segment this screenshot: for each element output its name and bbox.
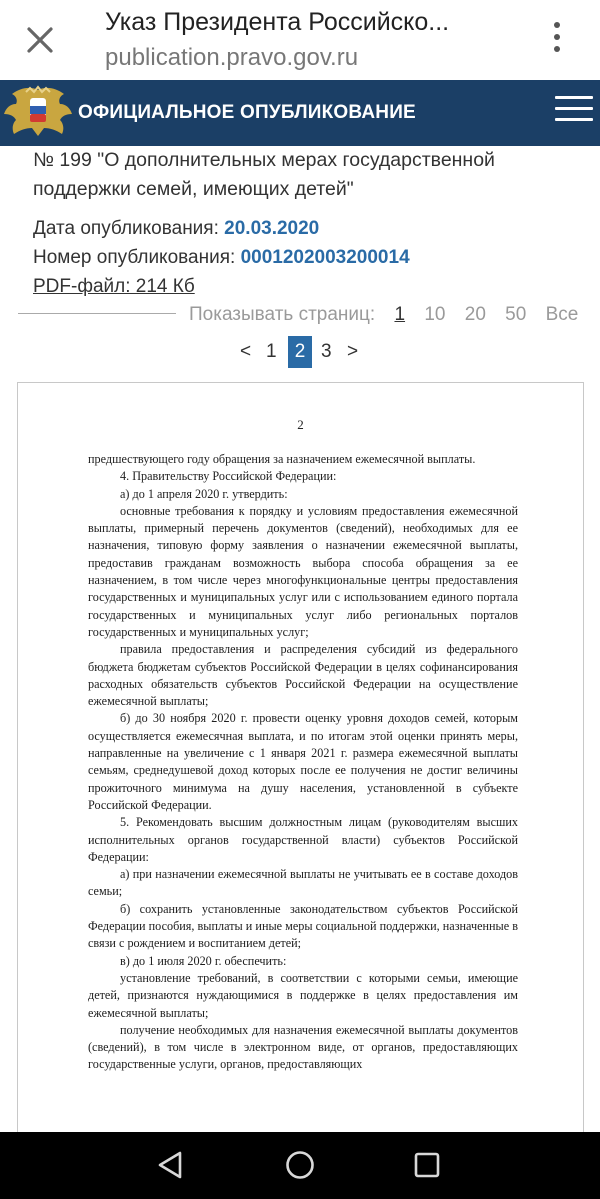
browser-url[interactable]: publication.pravo.gov.ru (105, 44, 359, 71)
site-title[interactable]: ОФИЦИАЛЬНОЕ ОПУБЛИКОВАНИЕ (78, 102, 416, 123)
pager-next-button[interactable]: > (347, 341, 359, 362)
scan-paragraph: в) до 1 июля 2020 г. обеспечить: (120, 953, 287, 968)
close-icon[interactable] (22, 22, 58, 58)
hamburger-menu-icon[interactable] (555, 96, 593, 124)
pager-page-2-current[interactable]: 2 (288, 336, 312, 368)
kebab-menu-icon[interactable] (550, 22, 564, 58)
publication-number-label: Номер опубликования: (33, 247, 236, 268)
publication-number-row (33, 247, 410, 269)
site-header (0, 80, 600, 146)
scan-paragraph: 5. Рекомендовать высшим должностным лицам (руководителям высших исполнительных органов государственной власти) субъектов Российской Федерации: (88, 815, 518, 864)
eagle-emblem-icon[interactable] (2, 84, 74, 142)
pdf-file-link[interactable]: PDF-файл: 214 Кб (33, 276, 195, 297)
browser-page-title: Указ Президента Российско... (105, 8, 450, 36)
scan-paragraph: 4. Правительству Российской Федерации: (120, 469, 337, 484)
pages-per-view-selector (189, 304, 578, 326)
divider (18, 313, 176, 314)
scan-paragraph: б) до 30 ноября 2020 г. провести оценку уровня доходов семей, которым осуществляется ежемесячная выплата, и по итогам этой оценки принять меры, направленные на увеличение с 1 января 2021 г. размера ежемесячной выплаты семьям, среднедушевой доход которых после ее получения не достиг величины прожиточного минимума на душу населения, установленной в субъекте Российской Федерации. (88, 711, 518, 812)
publication-number-value: 0001202003200014 (240, 247, 410, 268)
scan-paragraph: а) при назначении ежемесячной выплаты не учитывать ее в составе доходов семьи; (88, 867, 518, 899)
pages-per-view-label: Показывать страниц: (189, 304, 376, 325)
system-navigation-bar (0, 1132, 600, 1199)
back-triangle-icon[interactable] (154, 1148, 188, 1182)
scan-text-body (88, 451, 518, 1074)
pages-option-20[interactable]: 20 (464, 304, 486, 325)
publication-date-value: 20.03.2020 (224, 218, 320, 239)
pages-option-50[interactable]: 50 (505, 304, 527, 325)
pages-option-1[interactable]: 1 (394, 304, 406, 325)
scan-paragraph: б) сохранить установленные законодательством субъектов Российской Федерации пособия, выплаты и иные меры социальной поддержки, назначенные в связи с рождением и воспитанием детей; (88, 901, 518, 951)
scan-paragraph: правила предоставления и распределения субсидий из федерального бюджета бюджетам субъектов Российской Федерации в целях софинансирования расходных обязательств субъектов Российской Федерации на осуществление ежемесячной выплаты; (88, 642, 518, 709)
publication-date-row (33, 218, 319, 240)
page-pager (0, 336, 600, 368)
scan-paragraph: а) до 1 апреля 2020 г. утвердить: (120, 486, 288, 501)
scan-paragraph: получение необходимых для назначения ежемесячной выплаты документов (сведений), в том числе в электронном виде, от органов, предоставляющих государственные услуги, органов, предоставляющих (88, 1022, 518, 1072)
document-title: № 199 "О дополнительных мерах государственной поддержки семей, имеющих детей" (33, 149, 495, 200)
scan-paragraph: предшествующего году обращения за назначением ежемесячной выплаты. (88, 452, 476, 466)
pages-option-10[interactable]: 10 (424, 304, 446, 325)
pager-page-1[interactable]: 1 (266, 341, 277, 362)
pager-prev-button[interactable]: < (240, 341, 252, 362)
pager-page-3[interactable]: 3 (321, 341, 332, 362)
recents-square-icon[interactable] (410, 1148, 444, 1182)
home-circle-icon[interactable] (283, 1148, 317, 1182)
pages-option-all[interactable]: Все (545, 304, 579, 325)
scan-page-number: 2 (297, 417, 304, 432)
scan-paragraph: основные требования к порядку и условиям предоставления ежемесячной выплаты, примерный перечень документов (сведений), необходимых для ее назначения, типовую форму заявления о назначении ежемесячной выплаты, предоставив гражданам возможность выбора способа обращения за ее назначением, в том числе через многофункциональные центры предоставления государственных и муниципальных услуг или с использованием единого портала государственных и муниципальных услуг либо региональных порталов государственных и муниципальных услуг; (88, 503, 518, 639)
browser-toolbar (0, 0, 600, 80)
publication-date-label: Дата опубликования: (33, 218, 219, 239)
scan-paragraph: установление требований, в соответствии с которыми семьи, имеющие детей, признаются нуждающимися в поддержке в целях предоставления им ежемесячной выплаты; (88, 970, 518, 1020)
scanned-document-page[interactable] (17, 382, 584, 1144)
